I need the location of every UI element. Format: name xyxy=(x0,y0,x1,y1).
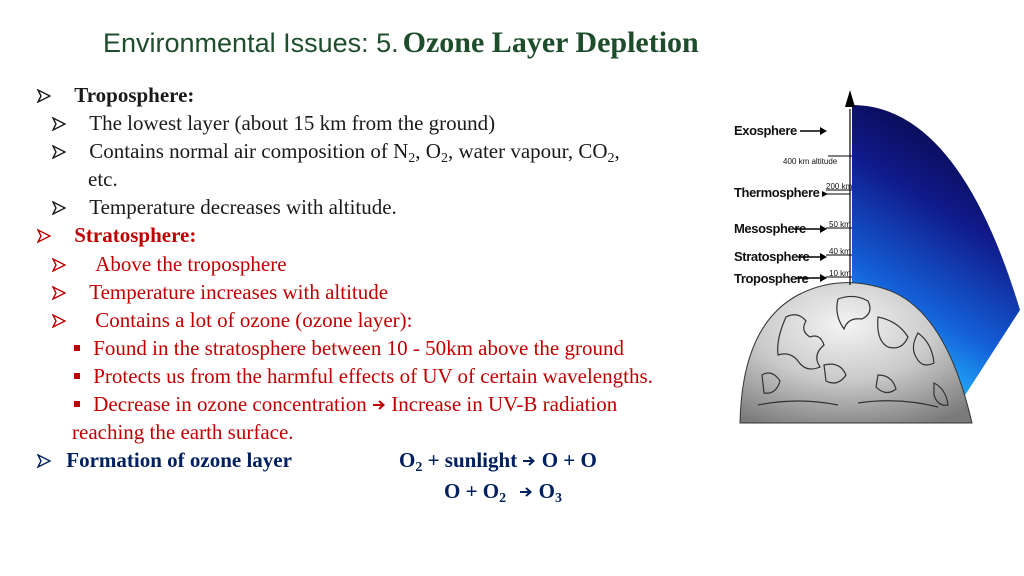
altitude-label-400km: 400 km altitude xyxy=(783,157,838,166)
stratosphere-subpoint-3: Decrease in ozone concentration Increase in UV-B radiation xyxy=(74,392,617,416)
chevron-bullet-icon xyxy=(52,145,66,159)
layer-label-stratosphere: Stratosphere xyxy=(734,249,810,264)
stratosphere-subpoint-3-cont: reaching the earth surface. xyxy=(72,420,294,444)
right-arrow-icon xyxy=(522,454,536,468)
troposphere-heading: Troposphere: xyxy=(74,83,195,107)
troposphere-point-1: The lowest layer (about 15 km from the ground) xyxy=(52,111,495,135)
altitude-label-50km: 50 km xyxy=(829,220,851,229)
troposphere-point-2: Contains normal air composition of $N_2$, $O_2$, water vapour, $CO_2$, xyxy=(52,139,620,163)
square-bullet-icon xyxy=(74,345,80,351)
troposphere-point-3: Temperature decreases with altitude. xyxy=(52,195,397,219)
troposphere-point-2-cont: etc. xyxy=(88,167,118,191)
stratosphere-point-3: Contains a lot of ozone (ozone layer): xyxy=(52,308,412,332)
page-title xyxy=(103,26,699,60)
chevron-bullet-icon xyxy=(37,454,51,468)
stratosphere-heading: Stratosphere: xyxy=(74,223,197,247)
formation-equation-2: $O + O_2$ $O_3$ xyxy=(444,479,562,506)
atmosphere-layers-diagram xyxy=(728,85,1024,425)
chevron-bullet-icon xyxy=(52,201,66,215)
chevron-bullet-icon xyxy=(52,314,66,328)
formation-equation-1: $O_2$ + sunlight O + O xyxy=(399,448,597,475)
title-prefix: Environmental Issues: 5. xyxy=(103,28,399,58)
stratosphere-subpoint-1: Found in the stratosphere between 10 - 50km above the ground xyxy=(74,336,624,360)
chevron-bullet-icon xyxy=(52,286,66,300)
chevron-bullet-icon xyxy=(37,229,51,243)
layer-label-troposphere: Troposphere xyxy=(734,271,809,286)
stratosphere-heading-row xyxy=(37,223,196,247)
layer-label-exosphere: Exosphere xyxy=(734,123,797,138)
right-arrow-icon xyxy=(519,485,533,499)
layer-label-mesosphere: Mesosphere xyxy=(734,221,806,236)
right-arrow-icon xyxy=(372,398,386,412)
chevron-bullet-icon xyxy=(52,117,66,131)
chevron-bullet-icon xyxy=(37,89,51,103)
stratosphere-point-1: Above the troposphere xyxy=(52,252,287,276)
square-bullet-icon xyxy=(74,373,80,379)
altitude-label-10km: 10 km xyxy=(829,269,851,278)
stratosphere-point-2: Temperature increases with altitude xyxy=(52,280,388,304)
square-bullet-icon xyxy=(74,401,80,407)
stratosphere-subpoint-2: Protects us from the harmful effects of UV of certain wavelengths. xyxy=(74,364,653,388)
title-main: Ozone Layer Depletion xyxy=(402,26,699,59)
chevron-bullet-icon xyxy=(52,258,66,272)
formation-heading-row xyxy=(37,448,292,472)
altitude-label-200km: 200 km xyxy=(826,182,853,191)
altitude-label-40km: 40 km xyxy=(829,247,851,256)
formation-heading: Formation of ozone layer xyxy=(66,448,292,472)
layer-label-thermosphere: Thermosphere xyxy=(734,185,820,200)
troposphere-heading-row xyxy=(37,83,194,107)
